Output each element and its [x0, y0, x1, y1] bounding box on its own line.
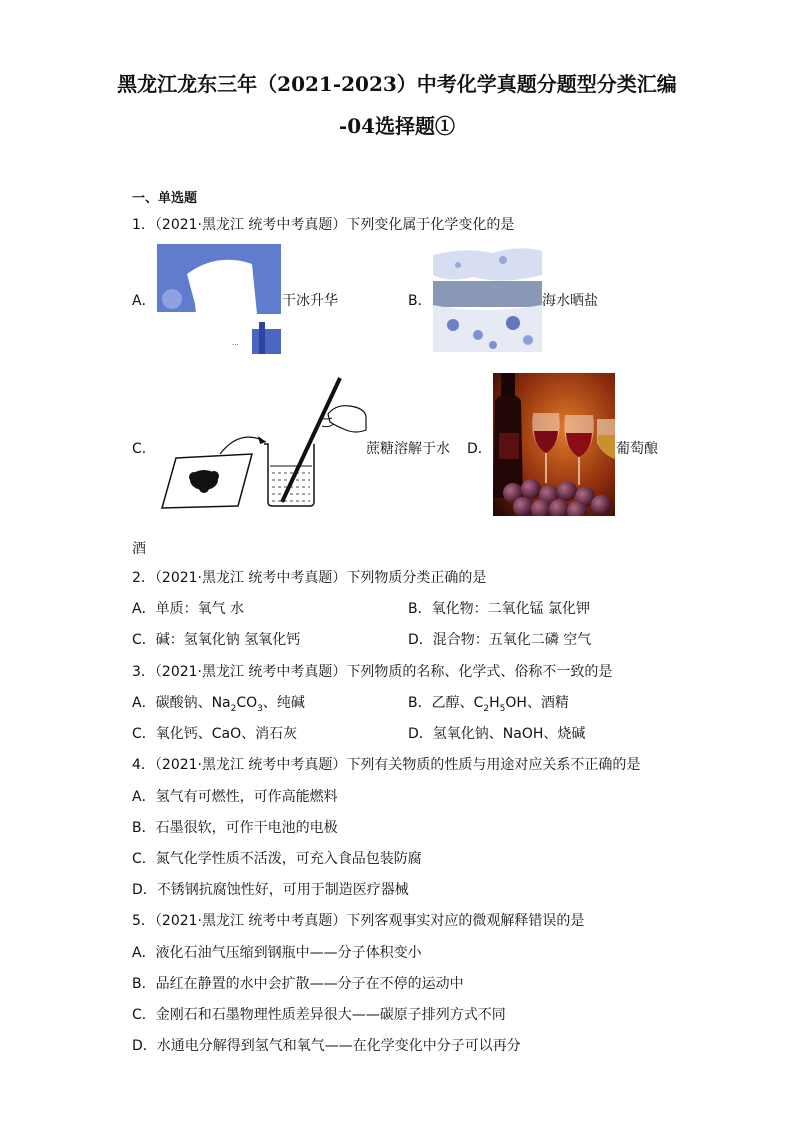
q5-option-c: C．金刚石和石墨物理性质差异很大——碳原子排列方式不同 [132, 1007, 506, 1023]
q5-option-d: D．水通电分解得到氢气和氧气——在化学变化中分子可以再分 [132, 1038, 521, 1054]
grape-wine-image [493, 373, 615, 516]
sugar-dissolving-diagram [160, 374, 368, 510]
q3-stem: 3．（2021·黑龙江 统考中考真题）下列物质的名称、化学式、俗称不一致的是 [132, 664, 613, 680]
document-title-line1: 黑龙江龙东三年（2021-2023）中考化学真题分题型分类汇编 [117, 72, 677, 96]
section-heading: 一、单选题 [132, 191, 198, 206]
q1-option-a-text: 干冰升华 [282, 293, 338, 309]
q1-option-b-text: 海水晒盐 [542, 293, 598, 309]
q1-stem: 1．（2021·黑龙江 统考中考真题）下列变化属于化学变化的是 [132, 217, 515, 233]
q1-option-a-label: A． [132, 293, 156, 309]
q1-option-d-text: 葡萄酿 [616, 441, 658, 457]
dry-ice-image [157, 244, 281, 354]
document-title-line2: -04选择题① [338, 114, 456, 138]
q4-option-b: B．石墨很软，可作干电池的电极 [132, 820, 338, 836]
q2-option-b: B．氧化物：二氧化锰 氯化钾 [408, 601, 591, 617]
q4-option-d: D．不锈钢抗腐蚀性好，可用于制造医疗器械 [132, 882, 409, 898]
q1-option-c-label: C． [132, 441, 156, 457]
q1-option-b-label: B． [408, 293, 432, 309]
q2-option-a: A．单质：氧气 水 [132, 601, 245, 617]
q2-stem: 2．（2021·黑龙江 统考中考真题）下列物质分类正确的是 [132, 570, 487, 586]
q3-option-c: C．氧化钙、CaO、消石灰 [132, 726, 298, 742]
q4-option-a: A．氢气有可燃性，可作高能燃料 [132, 789, 338, 805]
q1-option-d-text-wrap: 酒 [132, 541, 146, 557]
q3-option-b: B．乙醇、$C_2H_5OH$、酒精 [408, 695, 569, 714]
q4-option-c: C．氮气化学性质不活泼，可充入食品包装防腐 [132, 851, 422, 867]
q1-option-d-label: D． [467, 441, 492, 457]
q4-stem: 4．（2021·黑龙江 统考中考真题）下列有关物质的性质与用途对应关系不正确的是 [132, 757, 641, 773]
q1-option-c-text: 蔗糖溶解于水 [366, 441, 450, 457]
q5-option-a: A．液化石油气压缩到钢瓶中——分子体积变小 [132, 945, 422, 961]
q2-option-c: C．碱：氢氧化钠 氢氧化钙 [132, 632, 301, 648]
q3-option-a: A．碳酸钠、$Na_2CO_3$、纯碱 [132, 695, 305, 714]
q3-option-d: D．氢氧化钠、NaOH、烧碱 [408, 726, 586, 742]
q5-stem: 5．（2021·黑龙江 统考中考真题）下列客观事实对应的微观解释错误的是 [132, 913, 585, 929]
q2-option-d: D．混合物：五氧化二磷 空气 [408, 632, 592, 648]
q5-option-b: B．品红在静置的水中会扩散——分子在不停的运动中 [132, 976, 464, 992]
sea-salt-image [433, 245, 542, 352]
svg-text:...: ... [232, 339, 239, 347]
